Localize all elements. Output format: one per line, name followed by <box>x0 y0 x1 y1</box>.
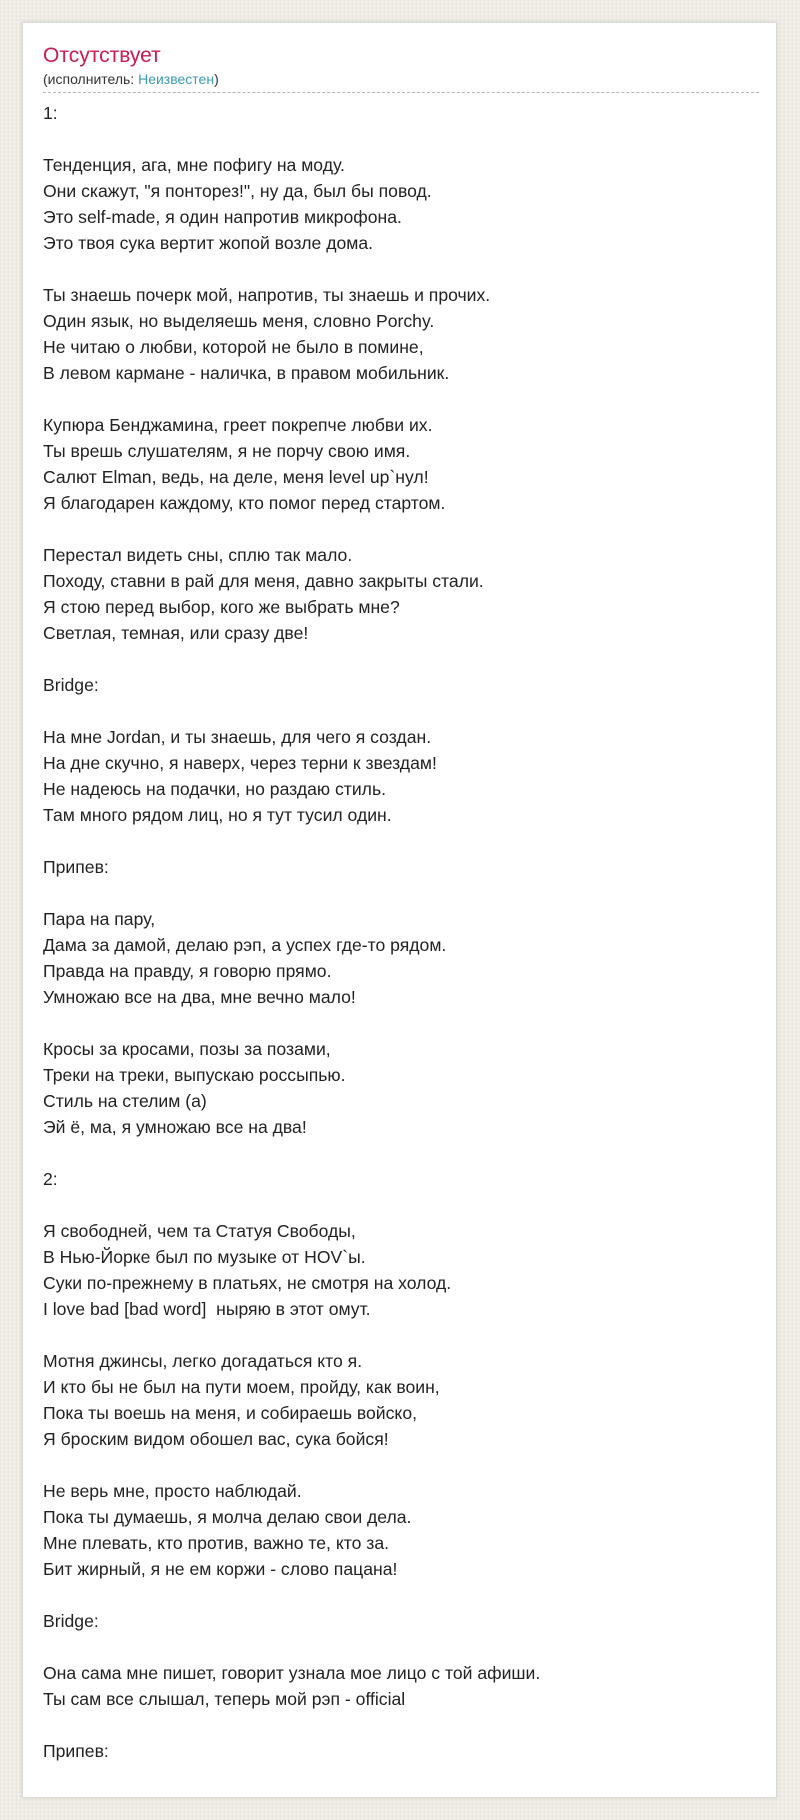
lyric-line: Ты врешь слушателям, я не порчу свою имя. <box>43 441 411 461</box>
lyric-line: Купюра Бенджамина, греет покрепче любви их. <box>43 415 433 435</box>
lyric-line <box>43 698 756 724</box>
lyric-line: Светлая, темная, или сразу две! <box>43 623 309 643</box>
lyric-line: Дама за дамой, делаю рэп, а успех где-то рядом. <box>43 935 447 955</box>
lyric-line: На мне Jordan, и ты знаешь, для чего я создан. <box>43 727 432 747</box>
lyric-line: Походу, ставни в рай для меня, давно закрыты стали. <box>43 571 484 591</box>
lyric-line: Кросы за кросами, позы за позами, <box>43 1039 331 1059</box>
lyric-line: Мне плевать, кто против, важно те, кто за. <box>43 1533 389 1553</box>
lyric-line: И кто бы не был на пути моем, пройду, как воин, <box>43 1377 440 1397</box>
lyric-line: Пока ты думаешь, я молча делаю свои дела. <box>43 1507 412 1527</box>
lyric-line <box>43 1452 756 1478</box>
lyric-line <box>43 126 756 152</box>
lyric-line: Я броским видом обошел вас, сука бойся! <box>43 1429 389 1449</box>
lyric-line: Это твоя сука вертит жопой возле дома. <box>43 233 374 253</box>
lyric-line: Я стою перед выбор, кого же выбрать мне? <box>43 597 400 617</box>
lyric-line: 2: <box>43 1169 58 1189</box>
lyric-line <box>43 828 756 854</box>
lyric-line: Один язык, но выделяешь меня, словно Porchy. <box>43 311 435 331</box>
lyric-line: Не верь мне, просто наблюдай. <box>43 1481 302 1501</box>
lyric-line: Пока ты воешь на меня, и собираешь войско, <box>43 1403 418 1423</box>
lyric-line: I love bad [bad word] ныряю в этот омут. <box>43 1299 371 1319</box>
lyric-line: На дне скучно, я наверх, через терни к звездам! <box>43 753 437 773</box>
artist-prefix: (исполнитель: <box>43 71 139 87</box>
lyric-line: Тенденция, ага, мне пофигу на моду. <box>43 155 345 175</box>
lyric-line: Я свободней, чем та Статуя Свободы, <box>43 1221 356 1241</box>
lyric-line: Пара на пару, <box>43 909 156 929</box>
lyric-line <box>43 880 756 906</box>
lyric-line: Они скажут, "я понторез!", ну да, был бы повод. <box>43 181 432 201</box>
lyric-line: Это self-made, я один напротив микрофона. <box>43 207 402 227</box>
lyric-line: Я благодарен каждому, кто помог перед стартом. <box>43 493 446 513</box>
lyric-line: Ты знаешь почерк мой, напротив, ты знаешь и прочих. <box>43 285 491 305</box>
lyric-line <box>43 1712 756 1738</box>
lyrics-card <box>22 22 777 1798</box>
lyric-line: Припев: <box>43 857 109 877</box>
lyric-line <box>43 1140 756 1166</box>
lyric-line: Не читаю о любви, которой не было в помине, <box>43 337 424 357</box>
lyric-line: Не надеюсь на подачки, но раздаю стиль. <box>43 779 387 799</box>
artist-suffix: ) <box>214 71 219 87</box>
lyric-line: Салют Elman, ведь, на деле, меня level up`нул! <box>43 467 429 487</box>
lyric-line: Bridge: <box>43 675 99 695</box>
lyric-line: Эй ё, ма, я умножаю все на два! <box>43 1117 307 1137</box>
lyric-line: В Нью-Йорке был по музыке от HOV`ы. <box>43 1247 366 1267</box>
lyric-line: Правда на правду, я говорю прямо. <box>43 961 332 981</box>
song-title: Отсутствует <box>43 44 161 67</box>
artist-link[interactable]: Неизвестен <box>138 71 215 87</box>
lyric-line <box>43 1322 756 1348</box>
lyric-line: В левом кармане - наличка, в правом мобильник. <box>43 363 450 383</box>
lyric-line <box>43 1582 756 1608</box>
lyric-line: Ты сам все слышал, теперь мой рэп - official <box>43 1689 406 1709</box>
lyric-line <box>43 1010 756 1036</box>
lyric-line: Припев: <box>43 1741 109 1761</box>
lyric-line: Треки на треки, выпускаю россыпью. <box>43 1065 346 1085</box>
lyric-line <box>43 386 756 412</box>
lyric-line: Мотня джинсы, легко догадаться кто я. <box>43 1351 363 1371</box>
lyric-line: Бит жирный, я не ем коржи - слово пацана! <box>43 1559 398 1579</box>
lyric-line: Она сама мне пишет, говорит узнала мое лицо с той афиши. <box>43 1663 541 1683</box>
lyric-line: Суки по-прежнему в платьях, не смотря на холод. <box>43 1273 452 1293</box>
lyric-line <box>43 516 756 542</box>
lyric-line <box>43 1634 756 1660</box>
lyric-line: 1: <box>43 103 58 123</box>
lyric-line <box>43 1192 756 1218</box>
lyrics-text <box>43 100 756 1764</box>
lyric-line: Стиль на стелим (а) <box>43 1091 207 1111</box>
lyric-line: Перестал видеть сны, сплю так мало. <box>43 545 353 565</box>
lyric-line: Bridge: <box>43 1611 99 1631</box>
lyric-line: Там много рядом лиц, но я тут тусил один. <box>43 805 392 825</box>
artist-line <box>43 71 759 93</box>
lyric-line: Умножаю все на два, мне вечно мало! <box>43 987 356 1007</box>
lyric-line <box>43 256 756 282</box>
lyric-line <box>43 646 756 672</box>
